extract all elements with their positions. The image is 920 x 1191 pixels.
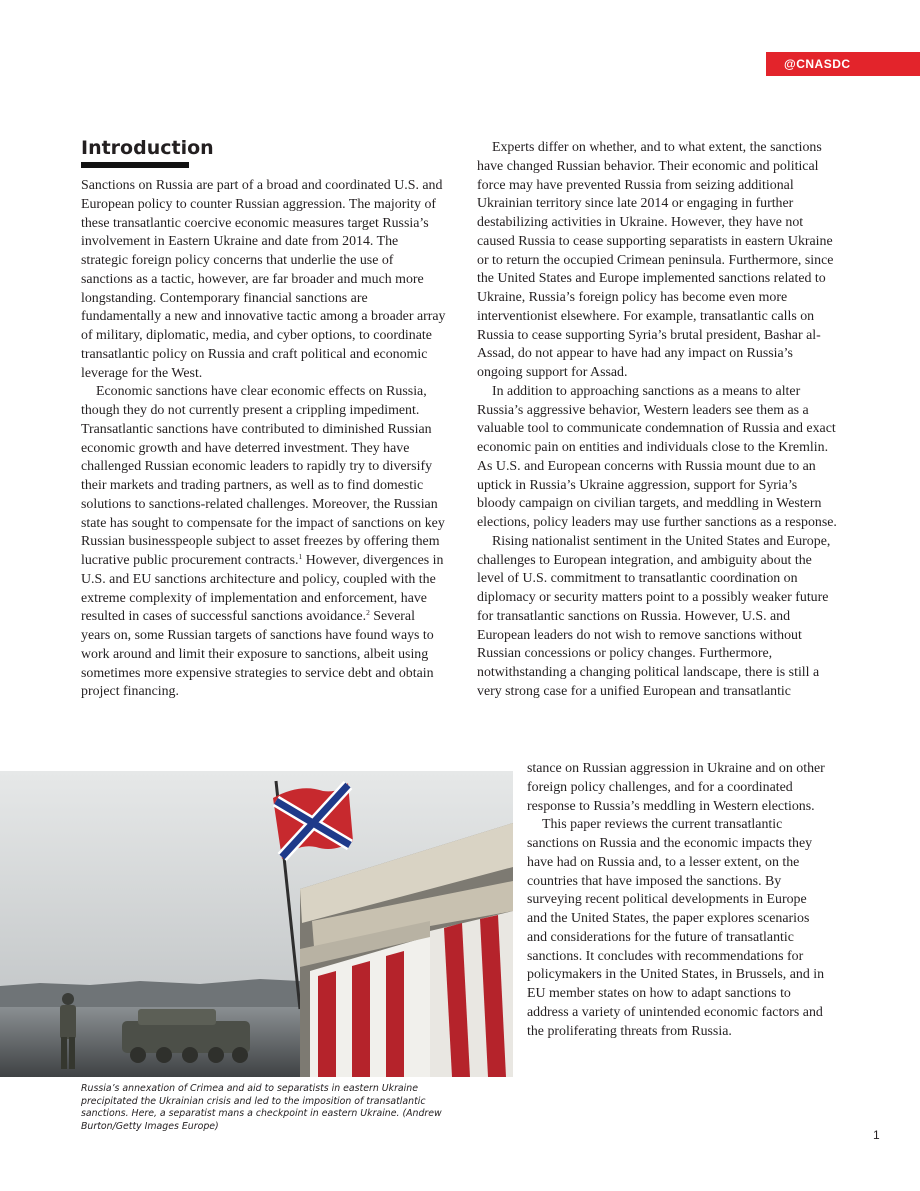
footnote-ref[interactable]: 1 [298,552,303,561]
paragraph-text: Economic sanctions have clear economic effects on Russia, though they do not currently present a crippling impediment. Transatlantic sanctions have contributed to diminished Russian economic growth and have deterred investment. They have challenged Russian economic leaders to rapidly try to diversify their markets and trading partners, as well as to find domestic solutions to sanctions-related challenges. Moreover, the Russian state has sought to compensate for the impact of sanctions on key Russian businesspeople subject to asset freezes by offering them lucrative public procurement contracts. [81,384,445,568]
section-heading: Introduction [81,137,214,159]
right-column [477,139,837,702]
social-handle-badge [766,52,920,76]
horizon-trees [0,979,300,1011]
page-number: 1 [873,1128,880,1142]
paragraph-with-notes [81,383,447,702]
paragraph-text: However, divergences in U.S. and EU sanctions architecture and policy, coupled with the extreme complexity of implementation and enforcement, have resulted in cases of successful sanctions avoidance. [81,553,444,625]
checkpoint-photo [0,771,513,1077]
social-handle: @CNASDC [784,57,851,71]
paragraph: stance on Russian aggression in Ukraine and on other foreign policy challenges, and for a coordinated response to Russia’s meddling in Western elections. [527,761,825,814]
paragraph: This paper reviews the current transatlantic sanctions on Russia and the economic impacts they have had on Russia and, to a lesser extent, on the countries that have imposed the sanctions. By surveying recent political developments in Europe and the United States, the paper explores scenarios and considerations for the future of transatlantic sanctions. It concludes with recommendations for policymakers in the United States, in Brussels, and in EU member states on how to adapt sanctions to address a variety of unintended economic factors and the proliferating threats from Russia. [527,817,825,1039]
footnote-ref[interactable]: 2 [366,608,370,618]
paragraph: Sanctions on Russia are part of a broad and coordinated U.S. and European policy to counter Russian aggression. The majority of these transatlantic coercive economic measures target Russia’s involvement in Eastern Ukraine and date from 2014. The strategic foreign policy concerns that underlie the use of sanctions as a tactic, however, are far broader and much more longstanding. Contemporary financial sanctions are fundamentally a new and innovative tactic among a broader array of military, diplomatic, media, and cyber options, to coordinate transatlantic policy on Russia and craft political and economic leverage for the West. [81,178,446,381]
paragraph: Rising nationalist sentiment in the United States and Europe, challenges to European integration, and ambiguity about the level of U.S. commitment to transatlantic coordination on diplomacy or security matters point to a possibly weaker future for transatlantic sanctions on Russia. However, U.S. and European leaders do not wish to remove sanctions without Russian concessions or policy changes. Furthermore, notwithstanding a changing political landscape, there is still a very strong case for a unified European and transatlantic [477,533,831,699]
paragraph-text: Several years on, some Russian targets of sanctions have found ways to work around and limit their exposure to sanctions, albeit using sometimes more expensive strategies to service debt and obtain project financing. [81,609,434,700]
paragraph: Experts differ on whether, and to what extent, the sanctions have changed Russian behavior. Their economic and political force may have prevented Russia from seizing additional Ukrainian territory since late 2014 or engaging in further destabilizing activities in Ukraine. However, they have not caused Russia to cease supporting separatists in eastern Ukraine or to return the occupied Crimean peninsula. Furthermore, since the United States and Europe implemented sanctions related to Ukraine, Russia’s foreign policy has become even more interventionist elsewhere. For example, transatlantic calls on Russia to cease supporting Syria’s brutal president, Bashar al-Assad, do not appear to have had any impact on Russia’s ongoing support for Assad. [477,140,834,380]
right-column-narrow [527,760,825,1041]
heading-underline [81,162,189,168]
left-column [81,177,447,702]
paragraph: In addition to approaching sanctions as a means to alter Russia’s aggressive behavior, Western leaders see them as a valuable tool to communicate condemnation of Russia and exact economic pain on entities and individuals close to the Kremlin. As U.S. and European concerns with Russia mount due to an uptick in Russia’s Ukraine aggression, support for Syria’s bloody campaign on civilian targets, and meddling in Western elections, policy leaders may use further sanctions as a response. [477,383,837,530]
photo-caption: Russia’s annexation of Crimea and aid to separatists in eastern Ukraine precipitated the Ukrainian crisis and led to the imposition of transatlantic sanctions. Here, a separatist mans a checkpoint in eastern Ukraine. (Andrew Burton/Getty Images Europe) [81,1083,442,1132]
